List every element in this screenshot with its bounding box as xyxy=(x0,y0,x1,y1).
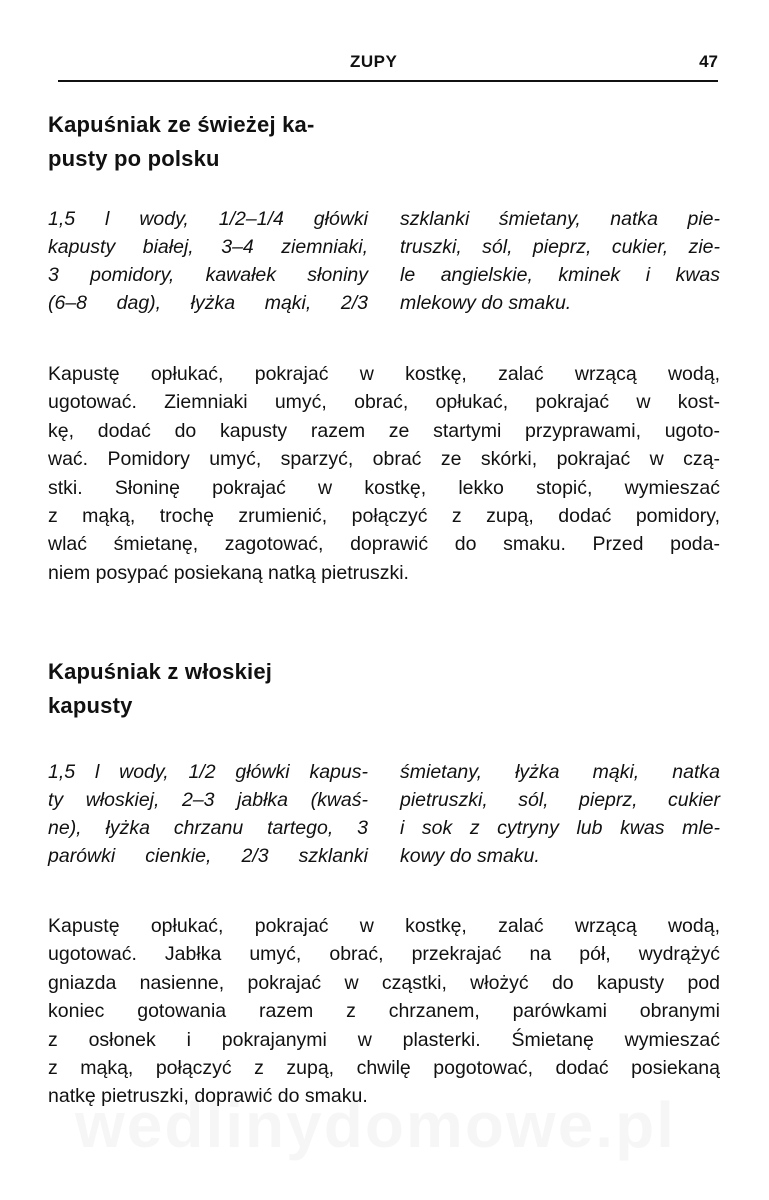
ingredients-line: pietruszki, sól, pieprz, cukier xyxy=(400,789,720,811)
method-line: z mąką, trochę zrumienić, połączyć z zupą, dodać pomidory, xyxy=(48,505,720,528)
ingredients-line: kapusty białej, 3–4 ziemniaki, xyxy=(48,236,368,258)
recipe-title-line: pusty po polsku xyxy=(48,146,220,171)
ingredients-line: parówki cienkie, 2/3 szklanki xyxy=(48,845,368,867)
method-line: ugotować. Jabłka umyć, obrać, przekrajać na pół, wydrążyć xyxy=(48,943,720,966)
ingredients-line: śmietany, łyżka mąki, natka xyxy=(400,761,720,783)
method-line: wać. Pomidory umyć, sparzyć, obrać ze skórki, pokrajać w czą- xyxy=(48,448,720,471)
method-line: Kapustę opłukać, pokrajać w kostkę, zalać wrzącą wodą, xyxy=(48,363,720,385)
ingredients-line: 1,5 l wody, 1/2 główki kapus- xyxy=(48,761,368,783)
ingredients-line: 3 pomidory, kawałek słoniny xyxy=(48,264,368,286)
method-line: niem posypać posiekaną natką pietruszki. xyxy=(48,561,409,584)
method-line: gniazda nasienne, pokrajać w cząstki, włożyć do kapusty pod xyxy=(48,971,720,994)
watermark xyxy=(75,1088,676,1162)
ingredients-line: kowy do smaku. xyxy=(400,845,540,867)
recipe-title xyxy=(48,108,314,176)
method-line: ugotować. Ziemniaki umyć, obrać, opłukać, pokrajać w kost- xyxy=(48,391,720,414)
ingredients-line: (6–8 dag), łyżka mąki, 2/3 xyxy=(48,292,368,314)
method-line: z mąką, połączyć z zupą, chwilę pogotować, dodać posiekaną xyxy=(48,1057,720,1080)
page-number: 47 xyxy=(699,52,718,71)
ingredients-column-left xyxy=(48,205,368,317)
recipe-title-line: Kapuśniak ze świeżej ka- xyxy=(48,112,315,137)
ingredients-line: 1,5 l wody, 1/2–1/4 główki xyxy=(48,208,368,230)
ingredients-line: mlekowy do smaku. xyxy=(400,292,572,314)
method-line: kę, dodać do kapusty razem ze startymi przyprawami, ugoto- xyxy=(48,419,720,442)
method-line: wlać śmietanę, zagotować, doprawić do smaku. Przed poda- xyxy=(48,533,720,556)
ingredients-list xyxy=(48,205,720,317)
running-title: ZUPY xyxy=(350,52,398,71)
recipe-title xyxy=(48,655,272,723)
ingredients-line: le angielskie, kminek i kwas xyxy=(400,264,720,286)
recipe-title-line: Kapuśniak z włoskiej xyxy=(48,659,273,684)
method-line: stki. Słoninę pokrajać w kostkę, lekko stopić, wymieszać xyxy=(48,476,720,499)
ingredients-line: i sok z cytryny lub kwas mle- xyxy=(400,817,720,839)
ingredients-line: ty włoskiej, 2–3 jabłka (kwaś- xyxy=(48,789,368,811)
ingredients-line: truszki, sól, pieprz, cukier, zie- xyxy=(400,236,720,258)
ingredients-list xyxy=(48,758,720,870)
method-line: Kapustę opłukać, pokrajać w kostkę, zalać wrzącą wodą, xyxy=(48,915,720,937)
recipe-title-line: kapusty xyxy=(48,693,133,718)
ingredients-line: ne), łyżka chrzanu tartego, 3 xyxy=(48,817,368,839)
ingredients-column-left xyxy=(48,758,368,870)
method-paragraph xyxy=(48,360,720,587)
ingredients-column-right xyxy=(400,205,720,317)
ingredients-line: szklanki śmietany, natka pie- xyxy=(400,208,720,230)
ingredients-column-right xyxy=(400,758,720,870)
page-header xyxy=(58,50,718,82)
method-paragraph xyxy=(48,912,720,1111)
method-line: koniec gotowania razem z chrzanem, parówkami obranymi xyxy=(48,1000,720,1023)
method-line: z osłonek i pokrajanymi w plasterki. Śmietanę wymieszać xyxy=(48,1028,720,1051)
method-line: natkę pietruszki, doprawić do smaku. xyxy=(48,1085,368,1108)
